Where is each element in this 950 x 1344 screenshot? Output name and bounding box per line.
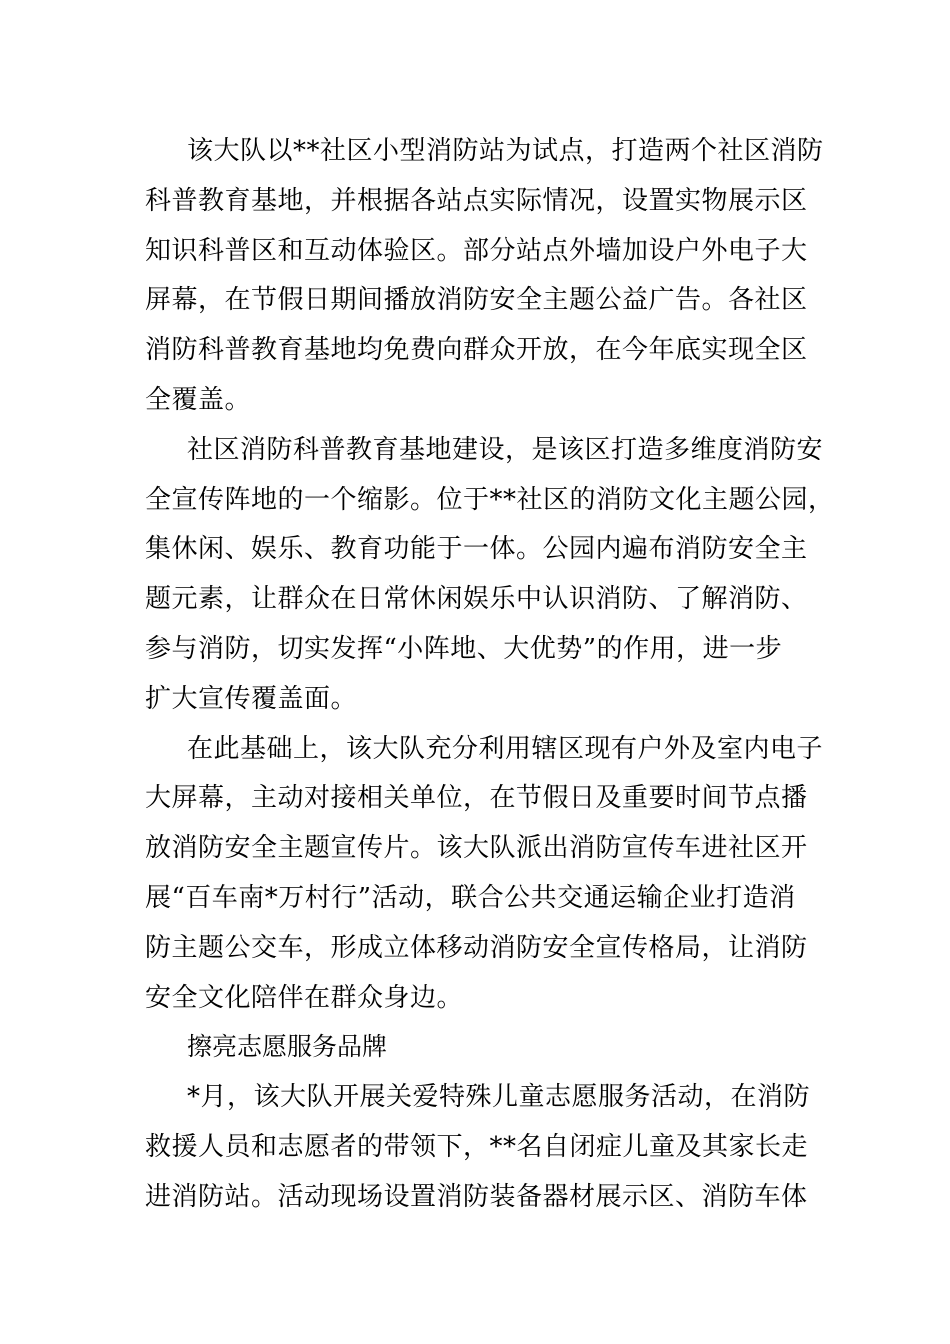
paragraph-2-line-3: 集休闲、娱乐、教育功能于一体。公园内遍布消防安全主 — [145, 534, 808, 564]
paragraph-1-line-3: 知识科普区和互动体验区。部分站点外墙加设户外电子大 — [145, 236, 808, 266]
paragraph-5-line-3: 进消防站。活动现场设置消防装备器材展示区、消防车体 — [145, 1182, 808, 1212]
paragraph-2-line-4: 题元素，让群众在日常休闲娱乐中认识消防、了解消防、 — [145, 584, 808, 614]
paragraph-1-line-1: 该大队以**社区小型消防站为试点，打造两个社区消防 — [187, 136, 824, 166]
paragraph-3-line-2: 大屏幕，主动对接相关单位，在节假日及重要时间节点播 — [145, 783, 808, 813]
paragraph-5-line-2: 救援人员和志愿者的带领下，**名自闭症儿童及其家长走 — [145, 1132, 809, 1162]
paragraph-1-line-5: 消防科普教育基地均免费向群众开放，在今年底实现全区 — [145, 335, 808, 365]
section-heading: 擦亮志愿服务品牌 — [187, 1032, 388, 1061]
paragraph-1-line-2: 科普教育基地，并根据各站点实际情况，设置实物展示区 — [145, 186, 808, 216]
paragraph-3-line-3: 放消防安全主题宣传片。该大队派出消防宣传车进社区开 — [145, 833, 808, 863]
paragraph-2-line-1: 社区消防科普教育基地建设，是该区打造多维度消防安 — [187, 435, 824, 465]
paragraph-3-line-4: 展“百车南*万村行”活动，联合公共交通运输企业打造消 — [145, 883, 796, 913]
paragraph-2-line-2: 全宣传阵地的一个缩影。位于**社区的消防文化主题公园， — [145, 485, 835, 515]
paragraph-3-line-5: 防主题公交车，形成立体移动消防安全宣传格局，让消防 — [145, 933, 808, 963]
paragraph-5-line-1: *月，该大队开展关爱特殊儿童志愿服务活动，在消防 — [187, 1082, 811, 1112]
paragraph-2-line-5: 参与消防，切实发挥“小阵地、大优势”的作用，进一步 — [145, 634, 783, 664]
paragraph-3-line-1: 在此基础上，该大队充分利用辖区现有户外及室内电子 — [187, 734, 824, 764]
paragraph-1-line-4: 屏幕，在节假日期间播放消防安全主题公益广告。各社区 — [145, 285, 808, 315]
paragraph-1-line-6: 全覆盖。 — [145, 385, 252, 415]
paragraph-2-line-6: 扩大宣传覆盖面。 — [145, 684, 358, 714]
paragraph-3-line-6: 安全文化陪伴在群众身边。 — [145, 983, 464, 1013]
